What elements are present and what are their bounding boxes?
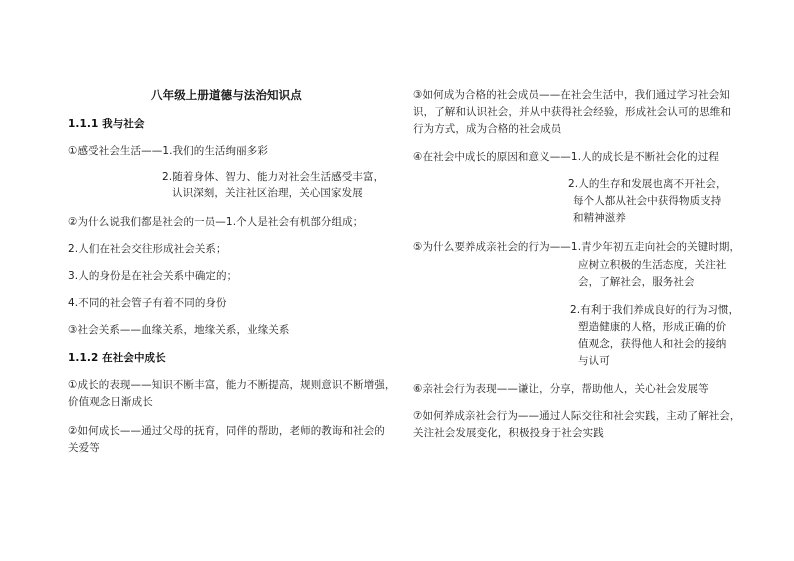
text-line: ④在社会中成长的原因和意义——1.人的成长是不断社会化的过程 bbox=[413, 151, 719, 163]
document-title: 八年级上册道德与法治知识点 bbox=[151, 88, 302, 102]
text-line: ③社会关系——血缘关系，地缘关系，业缘关系 bbox=[68, 324, 290, 336]
text-line: 认识深刻，关注社区治理，关心国家发展 bbox=[172, 187, 363, 199]
text-line: 4.不同的社会管子有着不同的身份 bbox=[68, 297, 227, 309]
text-line: ⑥亲社会行为表现——谦让，分享，帮助他人，关心社会发展等 bbox=[413, 383, 709, 395]
text-line: ⑦如何养成亲社会行为——通过人际交往和社会实践，主动了解社会， bbox=[413, 410, 741, 422]
section-heading-growing-in-society: 1.1.2 在社会中成长 bbox=[68, 352, 166, 364]
text-line: 2.人们在社会交往形成社会关系； bbox=[68, 243, 227, 255]
text-line: 行为方式，成为合格的社会成员 bbox=[413, 123, 562, 135]
text-line: 应树立积极的生活态度，关注社 bbox=[578, 259, 727, 271]
text-line: 3.人的身份是在社会关系中确定的； bbox=[68, 270, 238, 282]
text-line: 2.人的生存和发展也离不开社会， bbox=[568, 178, 727, 190]
text-line: 塑造健康的人格，形成正确的价 bbox=[578, 321, 727, 333]
text-line: ①感受社会生活——1.我们的生活绚丽多彩 bbox=[68, 145, 268, 157]
text-line: ③如何成为合格的社会成员——在社会生活中，我们通过学习社会知 bbox=[413, 89, 730, 101]
text-line: 识，了解和认识社会，并从中获得社会经验，形成社会认可的思维和 bbox=[413, 106, 731, 118]
text-line: 关注社会发展变化，积极投身于社会实践 bbox=[413, 427, 604, 439]
text-line: 2.有利于我们养成良好的行为习惯， bbox=[570, 304, 740, 316]
text-line: 价值观念日渐成长 bbox=[68, 396, 153, 408]
text-line: ②如何成长——通过父母的抚育，同伴的帮助，老师的教诲和社会的 bbox=[68, 425, 385, 437]
text-line: 会，了解社会，服务社会 bbox=[578, 276, 695, 288]
text-line: ②为什么说我们都是社会的一员—1.个人是社会有机部分组成； bbox=[68, 216, 364, 228]
text-line: 与认可 bbox=[578, 355, 610, 367]
text-line: 值观念，获得他人和社会的接纳 bbox=[578, 338, 727, 350]
text-line: 每个人都从社会中获得物质支持 bbox=[573, 195, 722, 207]
section-heading-me-and-society: 1.1.1 我与社会 bbox=[68, 118, 145, 130]
text-line: ⑤为什么要养成亲社会的行为——1.青少年初五走向社会的关键时期， bbox=[413, 241, 741, 253]
text-line: 2.随着身体、智力、能力对社会生活感受丰富， bbox=[162, 171, 385, 183]
text-line: 和精神滋养 bbox=[573, 212, 626, 224]
text-line: 关爱等 bbox=[68, 442, 100, 454]
text-line: ①成长的表现——知识不断丰富，能力不断提高，规则意识不断增强， bbox=[68, 379, 396, 391]
